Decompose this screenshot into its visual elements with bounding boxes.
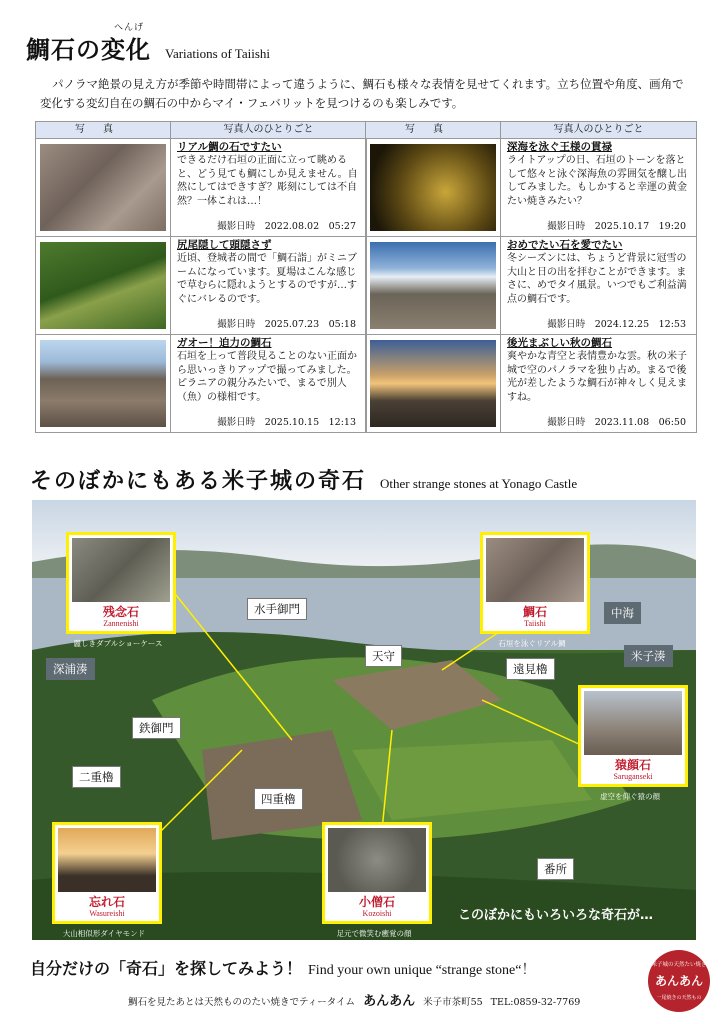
shop-logo-badge <box>648 950 710 1012</box>
entry-title: 深海を泳ぐ王様の貫禄 <box>507 141 612 153</box>
footer-lead: 鯛石を見たあとは天然もののたい焼きでティータイム <box>128 997 356 1008</box>
comment-header: 写真人のひとりごと <box>223 124 314 135</box>
stone-name: 忘れ石 <box>88 895 125 909</box>
label-toomi-tower: 遠見櫓 <box>506 658 555 680</box>
entry-text: ライトアップの日、石垣のトーンを落として悠々と泳ぐ深海魚の雰囲気を醸し出してみました。もしかすると幸運の黄金たい焼きみたい？ <box>507 155 687 207</box>
comment-header: 写真人のひとりごと <box>553 124 644 135</box>
stone-card-saruganseki <box>578 685 688 787</box>
stone-card-zannenishi <box>66 532 176 634</box>
entry-text: できるだけ石垣の正面に立って眺めると、どう見ても鯛にしか見えません。自然にしてはできすぎ？彫刻にしては不自然？一体これは…！ <box>177 155 358 207</box>
section1-title: 鯛石の変化 <box>26 35 151 64</box>
stone-photo <box>40 242 166 329</box>
stone-name-en: Zannenishi <box>103 619 139 628</box>
photo-table-left <box>35 121 367 433</box>
stone-name-en: Saruganseki <box>613 772 653 781</box>
stone-name-en: Kozoishi <box>362 909 392 918</box>
stone-name: 猿顔石 <box>614 758 651 772</box>
table-row <box>36 139 366 237</box>
entry-title: 後光まぶしい秋の鯛石 <box>507 337 612 349</box>
stone-caption: 石垣を泳ぐリアル鯛 <box>498 639 566 648</box>
footer-address: 米子市茶町55 <box>423 997 483 1008</box>
photo-header: 写真 <box>36 122 171 138</box>
stone-name: 残念石 <box>102 605 139 619</box>
photo-table-right <box>365 121 697 433</box>
entry-date: 撮影日時 2025.10.15 12:13 <box>217 416 356 428</box>
entry-title: おめでたい石を愛でたい <box>507 239 623 251</box>
table-row <box>36 335 366 432</box>
section2-heading <box>30 464 577 495</box>
badge-top: 米子城の天然たい焼き <box>651 962 707 968</box>
entry-title: 尻尾隠して頭隠さず <box>177 239 272 251</box>
section2-title-en: Other strange stones at Yonago Castle <box>380 476 578 491</box>
stone-photo <box>40 340 166 427</box>
castle-aerial-photo <box>32 500 696 940</box>
stone-card-kozoishi <box>322 822 432 924</box>
stone-name: 小僧石 <box>358 895 395 909</box>
entry-date: 撮影日時 2024.12.25 12:53 <box>547 318 686 330</box>
table-row <box>366 237 696 335</box>
stone-caption: 麗しきダブルショーケース <box>73 639 163 648</box>
stone-name-en: Taiishi <box>524 619 546 628</box>
stone-caption: 虚空を仰ぐ猿の顔 <box>600 792 660 801</box>
entry-date: 撮影日時 2023.11.08 06:50 <box>547 416 686 428</box>
table-header <box>366 122 696 139</box>
stone-photo <box>584 691 682 755</box>
table-header <box>36 122 366 139</box>
label-tenshu: 天守 <box>365 645 402 667</box>
stone-card-wasureishi <box>52 822 162 924</box>
stone-photo <box>72 538 170 602</box>
badge-sub: 一尾焼きの天然もの <box>656 995 702 1001</box>
stone-caption: 大山相似形ダイヤモンド <box>62 929 146 938</box>
table-row <box>366 139 696 237</box>
stone-photo <box>370 340 496 427</box>
stone-name-en: Wasureishi <box>89 909 125 918</box>
footer-shop: あんあん <box>363 994 416 1009</box>
label-tetsu-gate: 鉄御門 <box>132 717 181 739</box>
table-row <box>366 335 696 432</box>
photo-header: 写真 <box>366 122 501 138</box>
label-yonago-port: 米子湊 <box>624 645 673 667</box>
entry-title: リアル鯛の石ですたい <box>177 141 282 153</box>
label-fukaura-port: 深浦湊 <box>46 658 95 680</box>
section2-title: そのぼかにもある米子城の奇石 <box>30 468 367 494</box>
more-stones-text: このぼかにもいろいろな奇石が… <box>458 908 654 923</box>
title-ruby: へんげ <box>114 23 145 33</box>
label-nakaumi: 中海 <box>604 602 641 624</box>
entry-text: 冬シーズンには、ちょうど背景に冠雪の大山と日の出を拝むことができます。まさに、めでタイ風景。いつでもご利益満点の鯛石です。 <box>507 253 687 305</box>
footer-tel: TEL:0859-32-7769 <box>490 997 581 1008</box>
stone-photo <box>486 538 584 602</box>
entry-title: ガオー！迫力の鯛石 <box>177 337 272 349</box>
stone-photo <box>370 242 496 329</box>
section1-title-en: Variations of Taiishi <box>165 46 271 61</box>
entry-date: 撮影日時 2025.07.23 05:18 <box>217 318 356 330</box>
entry-date: 撮影日時 2025.10.17 19:20 <box>547 220 686 232</box>
entry-text: 爽やかな青空と表情豊かな雲。秋の米子城で空のパノラマを独り占め。まるで後光が差したような鯛石が神々しく見えますね。 <box>507 351 687 403</box>
table-row <box>36 237 366 335</box>
intro-text: パノラマ絶景の見え方が季節や時間帯によって違うように、鯛石も様々な表情を見せてくれます。立ち位置や角度、画角で変化する変幻自在の鯛石の中からマイ・フェバリットを見つけるのも楽しみです。 <box>40 77 684 110</box>
badge-name: あんあん <box>654 974 703 988</box>
section1-heading <box>26 23 271 65</box>
stone-caption: 足元で微笑む癒覚の顔 <box>336 929 412 938</box>
footer <box>128 990 580 1009</box>
label-bansho: 番所 <box>537 858 574 880</box>
stone-name: 鯛石 <box>522 605 547 619</box>
stone-photo <box>58 828 156 892</box>
stone-photo <box>370 144 496 231</box>
entry-text: 近頃、登城者の間で「鯛石詣」がミニブームになっています。夏場はこんな感じで草むらに隠れようとするのですが…すぐにバレるのです。 <box>177 253 357 305</box>
stone-photo <box>328 828 426 892</box>
entry-date: 撮影日時 2022.08.02 05:27 <box>217 220 356 232</box>
bottom-en: Find your own unique “strange stone“！ <box>308 963 536 978</box>
bottom-jp: 自分だけの「奇石」を探してみよう！ <box>30 959 303 978</box>
label-suishu-gate: 水手御門 <box>247 598 307 620</box>
stone-photo <box>40 144 166 231</box>
bottom-callout <box>30 956 535 979</box>
entry-text: 石垣を上って普段見ることのない正面から思いっきりアップで撮ってみました。ピラニアの親分みたいで、まるで別人（魚）の様相です。 <box>177 351 357 403</box>
stone-card-taiishi <box>480 532 590 634</box>
label-shijyu-tower: 四重櫓 <box>254 788 303 810</box>
label-nijyu-tower: 二重櫓 <box>72 766 121 788</box>
